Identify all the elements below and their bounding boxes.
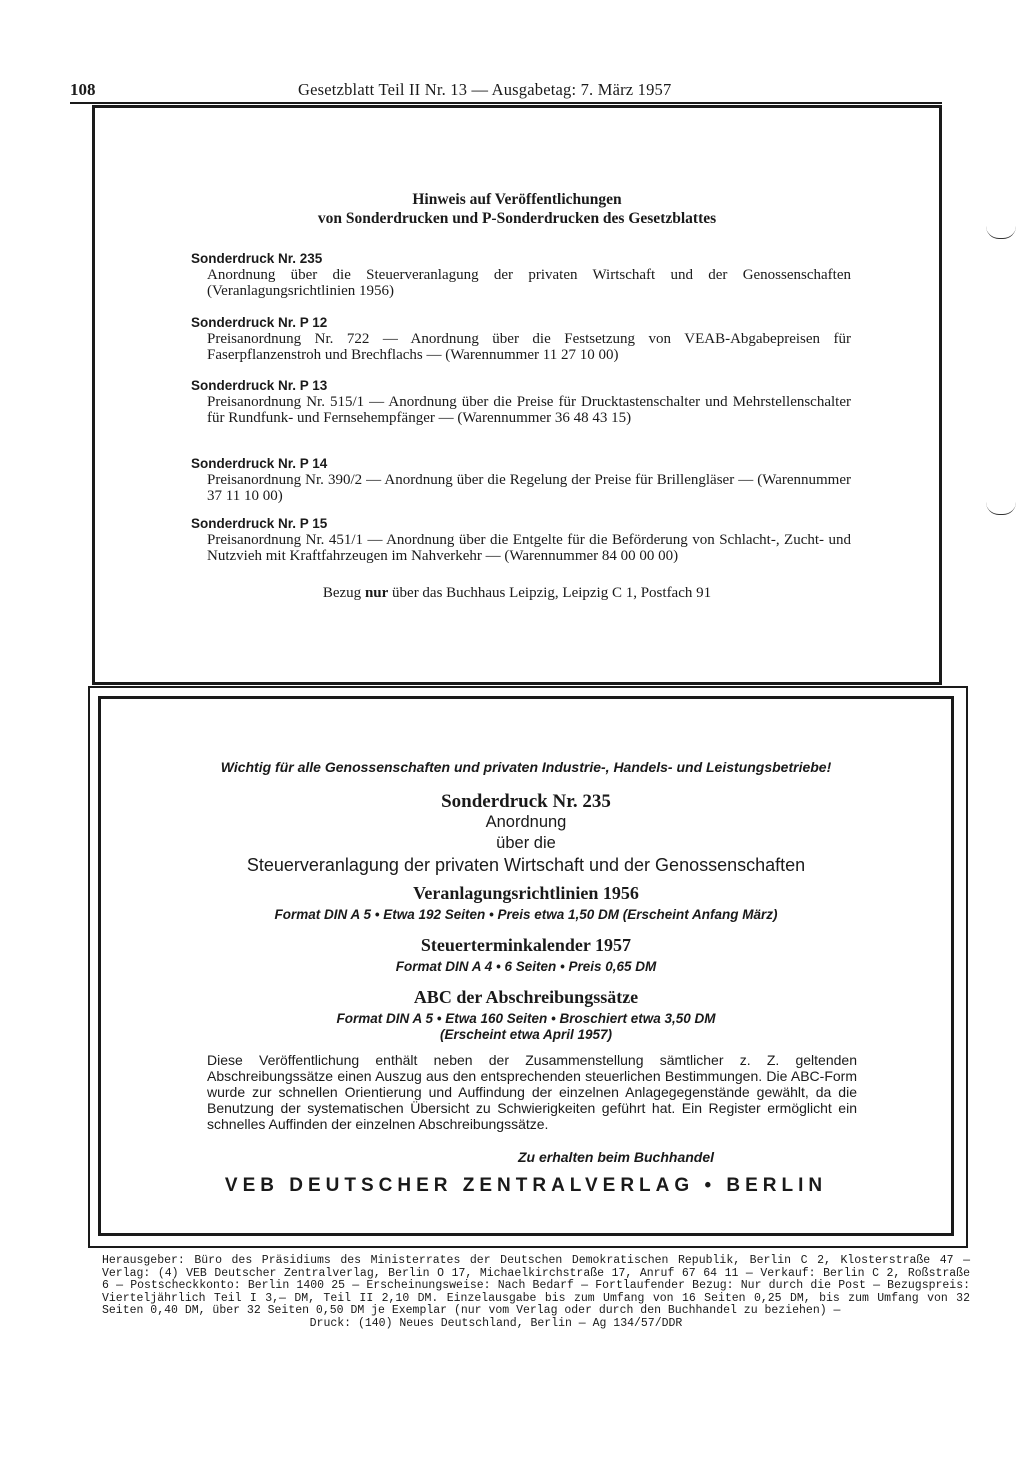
imprint-footer (102, 1255, 970, 1330)
entry-body: Preisanordnung Nr. 451/1 — Anordnung über die Entgelte für die Beförderung von Schlacht-, Zucht- und Nutzvieh mit Kraftfahrzeugen im Nahverkehr — (Warennummer 84 00 00 00) (207, 532, 851, 564)
notice-title-line2: von Sonderdrucken und P-Sonderdrucken des Gesetzblattes (317, 210, 717, 227)
pub2-format: Format DIN A 4 • 6 Seiten • Preis 0,65 DM (395, 959, 657, 974)
ad-line-ueber: über die (496, 834, 556, 852)
pub3-title: ABC der Abschreibungssätze (413, 987, 639, 1007)
entry-body: Preisanordnung Nr. 722 — Anordnung über die Festsetzung von VEAB-Abgabepreisen für Faserpflanzenstroh und Brechflachs — (Warennummer 11 27 10 00) (207, 331, 851, 363)
ad-line-steuer: Steuerveranlagung der privaten Wirtschaft und der Genossenschaften (246, 855, 806, 875)
entry-body: Preisanordnung Nr. 515/1 — Anordnung über die Preise für Drucktastenschalter und Mehrstellenschalter für Rundfunk- und Fernsehempfänger — (Warennummer 36 48 43 15) (207, 394, 851, 426)
entry-head: Sonderdruck Nr. P 12 (191, 315, 328, 330)
entry-head: Sonderdruck Nr. P 14 (191, 456, 328, 471)
page-number: 108 (70, 80, 96, 99)
notice-entry (191, 378, 851, 426)
pub2-title: Steuerterminkalender 1957 (420, 935, 632, 955)
pub1-title: Veranlagungsrichtlinien 1956 (413, 883, 639, 903)
notice-box (92, 105, 942, 685)
pub1-format: Format DIN A 5 • Etwa 192 Seiten • Preis etwa 1,50 DM (Erscheint Anfang März) (274, 907, 778, 922)
pub3-format-note: (Erscheint etwa April 1957) (439, 1027, 613, 1042)
notice-entry (191, 251, 851, 299)
ad-title: Sonderdruck Nr. 235 (441, 791, 611, 812)
notice-entry (191, 315, 851, 363)
publisher-name: VEB DEUTSCHER ZENTRALVERLAG • BERLIN (224, 1175, 828, 1196)
ad-line-anordnung: Anordnung (485, 813, 567, 831)
availability-note: Zu erhalten beim Buchhandel (517, 1149, 715, 1165)
margin-mark (986, 226, 1016, 239)
bezug-emphasis: nur (364, 585, 389, 601)
bezug-pre: Bezug (322, 585, 362, 601)
ad-tagline: Wichtig für alle Genossenschaften und privaten Industrie-, Handels- und Leistungsbetriebe! (220, 759, 832, 775)
entry-head: Sonderdruck Nr. P 13 (191, 378, 328, 393)
imprint-text: Herausgeber: Büro des Präsidiums des Ministerrates der Deutschen Demokratischen Republik, Berlin C 2, Klosterstraße 47 — Verlag: (4) VEB Deutscher Zentralverlag, Berlin O 17, Michaelkirchstraße 17, Anruf 67 64 11 — Verkauf: Berlin C 2, Roßstraße 6 — Postscheckkonto: Berlin 1400 25 — Erscheinungsweise: Nach Bedarf — Fortlaufender Bezug: Nur durch die Post — Bezugspreis: Vierteljährlich Teil I 3,— DM, Teil II 2,10 DM. Einzelausgabe bis zum Umfang von 16 Seiten 0,25 DM, bis zum Umfang von 32 Seiten 0,40 DM, über 32 Seiten 0,50 DM je Exemplar (nur vom Verlag oder durch den Buchhandel zu beziehen) — (102, 1254, 970, 1317)
bezug-post: über das Buchhaus Leipzig, Leipzig C 1, Postfach 91 (392, 585, 712, 601)
entry-head: Sonderdruck Nr. P 15 (191, 516, 328, 531)
advertisement-inner-frame (98, 696, 954, 1236)
notice-title (95, 190, 939, 228)
notice-entry (191, 516, 851, 564)
pub3-description: Diese Veröffentlichung enthält neben der Zusammenstellung sämtlicher z. Z. geltenden Abschreibungssätze einen Auszug aus den entsprechenden steuerlichen Bestimmungen. Die ABC-Form wurde zur schnellen Orientierung und Auffindung der einzelnen Anlagegegenstände gewählt, da die Benutzung der systematischen Übersicht zu Schwierigkeiten geführt hat. Ein Register ermöglicht ein schnelles Auffinden der einzelnen Abschreibungssätze. (207, 1052, 857, 1132)
bezug-line (95, 585, 939, 602)
header-rule (70, 102, 942, 104)
entry-body: Anordnung über die Steuerveranlagung der privaten Wirtschaft und der Genossenschaften (Veranlagungsrichtlinien 1956) (207, 267, 851, 299)
advertisement-box (88, 686, 968, 1248)
pub3-format: Format DIN A 5 • Etwa 160 Seiten • Broschiert etwa 3,50 DM (336, 1011, 716, 1026)
entry-body: Preisanordnung Nr. 390/2 — Anordnung über die Regelung der Preise für Brillengläser — (Warennummer 37 11 10 00) (207, 472, 851, 504)
margin-mark (986, 502, 1016, 515)
notice-entry (191, 456, 851, 504)
running-head: Gesetzblatt Teil II Nr. 13 — Ausgabetag: 7. März 1957 (298, 80, 672, 99)
notice-title-line1: Hinweis auf Veröffentlichungen (412, 191, 622, 208)
page-header (70, 80, 942, 104)
entry-head: Sonderdruck Nr. 235 (191, 251, 323, 266)
printer-line: Druck: (140) Neues Deutschland, Berlin — Ag 134/57/DDR (309, 1316, 683, 1330)
